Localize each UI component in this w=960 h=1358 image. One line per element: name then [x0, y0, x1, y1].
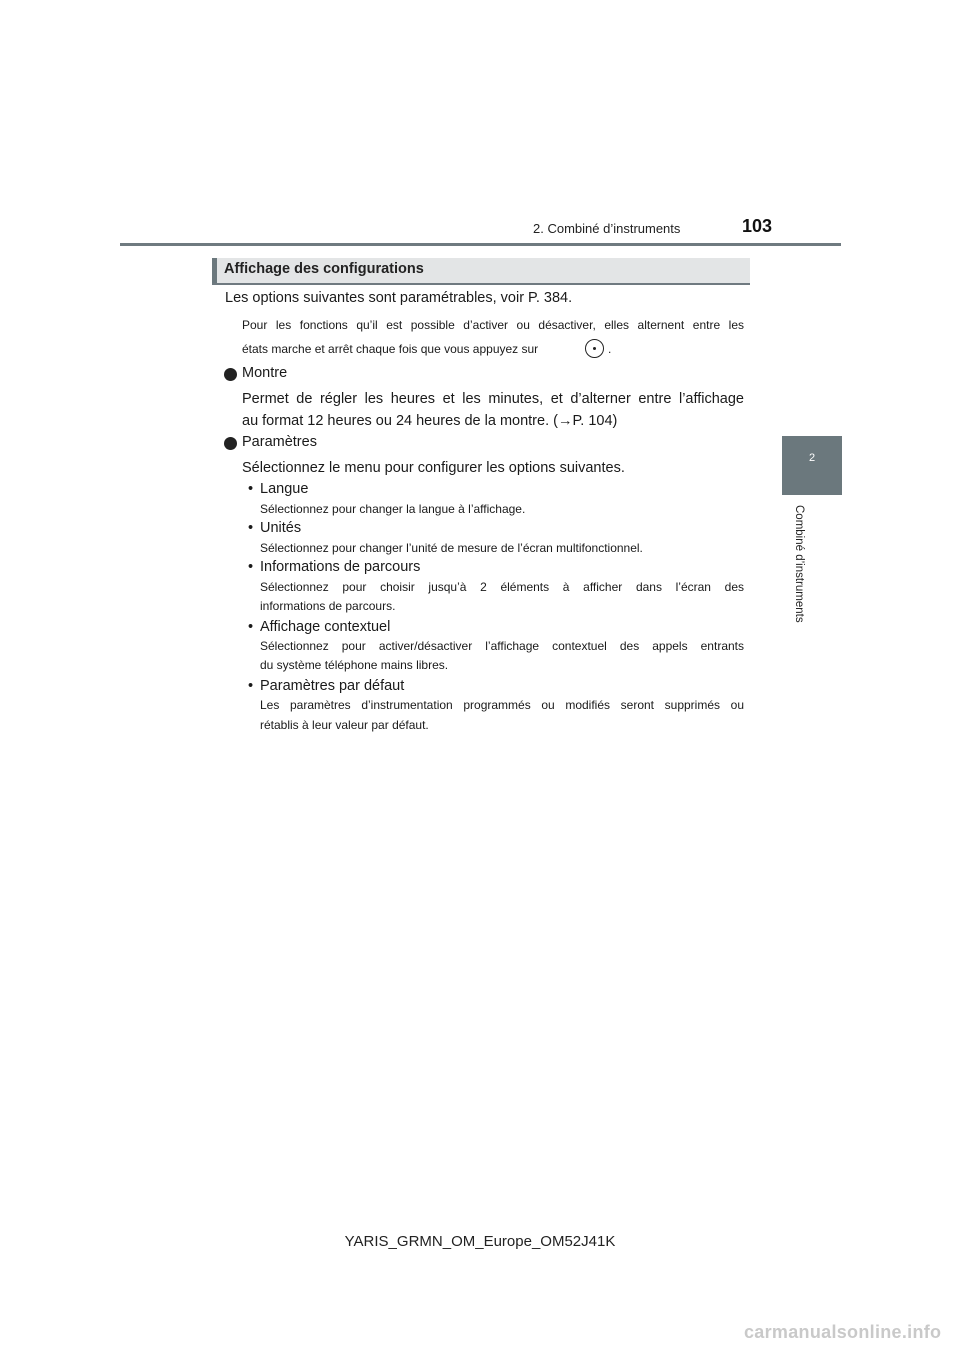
sub-item-desc-parcours-1: Sélectionnez pour choisir jusqu’à 2 éléments à afficher dans l’écran des: [260, 580, 744, 594]
sub-item-title-contextuel: Affichage contextuel: [260, 619, 391, 635]
sub-item-title-parcours: Informations de parcours: [260, 559, 421, 575]
sub-item-desc-parcours-2: informations de parcours.: [260, 599, 396, 613]
sub-item-title-langue: Langue: [260, 481, 309, 497]
bullet-icon: [224, 368, 237, 381]
dial-button-icon: [585, 339, 604, 358]
item-desc-montre-1: Permet de régler les heures et les minutes, et d’alterner entre l’affichage: [242, 391, 744, 407]
note-line-1: Pour les fonctions qu’il est possible d’activer ou désactiver, elles alternent entre les: [242, 318, 744, 332]
sub-item-title-defaut: Paramètres par défaut: [260, 678, 405, 694]
bullet-icon: [224, 437, 237, 450]
section-header: [212, 258, 750, 285]
sub-bullet: •: [248, 619, 254, 635]
section-title: Affichage des configurations: [224, 261, 424, 277]
chapter-tab-number: 2: [808, 452, 816, 464]
intro-text: Les options suivantes sont paramétrables, voir P. 384.: [225, 290, 573, 306]
item-title-montre: Montre: [242, 365, 288, 381]
document-id: YARIS_GRMN_OM_Europe_OM52J41K: [344, 1233, 616, 1250]
item-title-parametres: Paramètres: [242, 434, 317, 450]
section-header-bar: [212, 258, 217, 283]
chapter-tab: [782, 436, 842, 495]
item-desc-parametres: Sélectionnez le menu pour configurer les options suivantes.: [242, 460, 625, 476]
page-number: 103: [742, 216, 773, 236]
sub-item-desc-defaut-1: Les paramètres d’instrumentation programmés ou modifiés seront supprimés ou: [260, 698, 744, 712]
sub-item-title-unites: Unités: [260, 520, 302, 536]
header-rule: [120, 243, 841, 246]
sub-item-desc-defaut-2: rétablis à leur valeur par défaut.: [260, 718, 429, 732]
sub-item-desc-langue: Sélectionnez pour changer la langue à l’affichage.: [260, 502, 526, 516]
sub-item-desc-contextuel-1: Sélectionnez pour activer/désactiver l’affichage contextuel des appels entrants: [260, 639, 744, 653]
sub-bullet: •: [248, 520, 254, 536]
watermark-link[interactable]: carmanualsonline.info: [744, 1322, 942, 1342]
chapter-tab-label: Combiné d’instruments: [793, 505, 805, 623]
chapter-title: 2. Combiné d’instruments: [533, 221, 681, 236]
note-line-2: états marche et arrêt chaque fois que vous appuyez sur: [242, 342, 539, 356]
sub-item-desc-unites: Sélectionnez pour changer l’unité de mesure de l’écran multifonctionnel.: [260, 541, 643, 555]
item-desc-montre-2: au format 12 heures ou 24 heures de la montre. (→P. 104): [242, 413, 618, 429]
note-line-end: .: [608, 342, 612, 356]
sub-bullet: •: [248, 678, 254, 694]
sub-bullet: •: [248, 559, 254, 575]
sub-item-desc-contextuel-2: du système téléphone mains libres.: [260, 658, 449, 672]
sub-bullet: •: [248, 481, 254, 497]
